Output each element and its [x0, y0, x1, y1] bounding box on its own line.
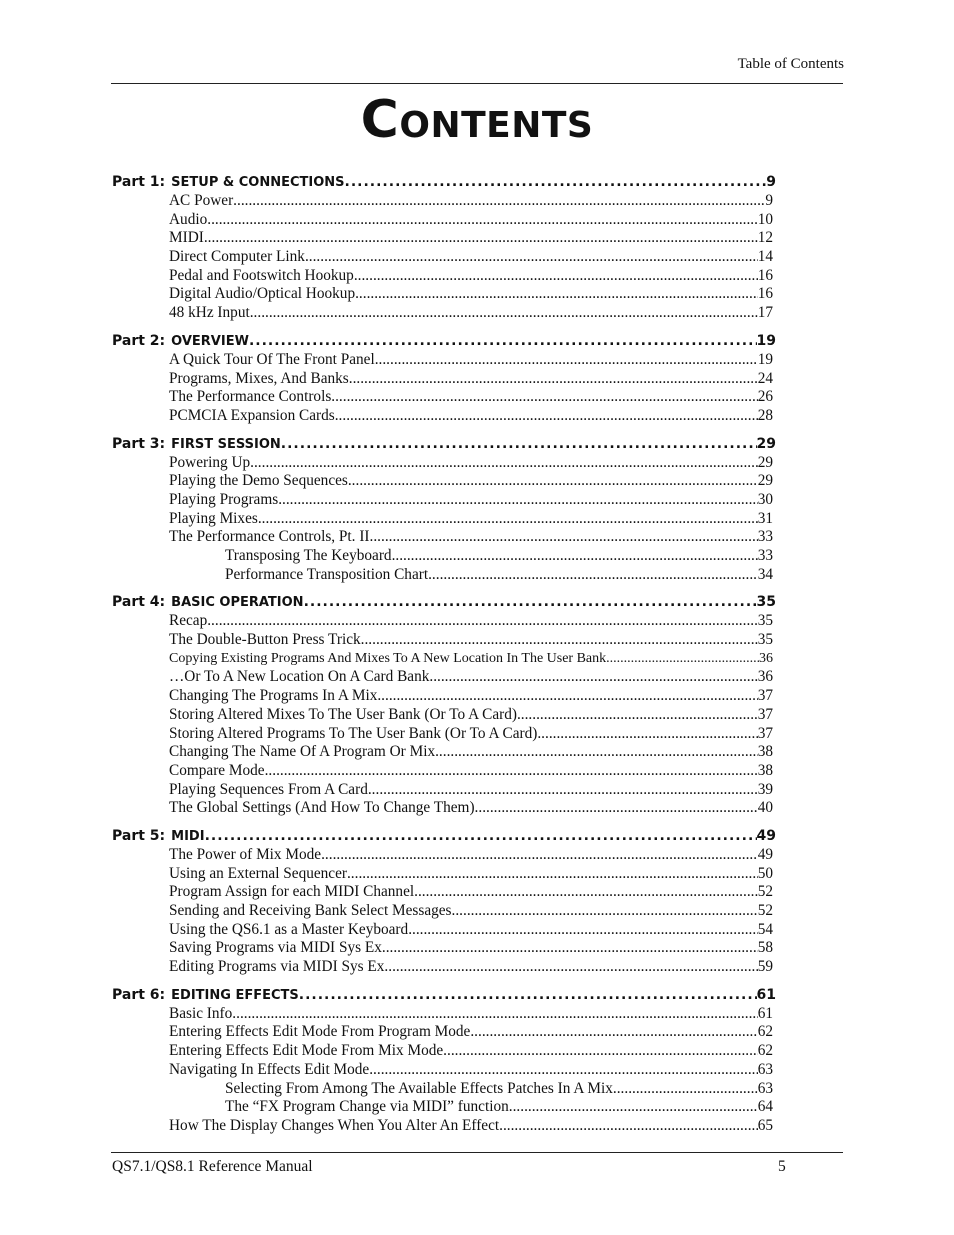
toc-part: [112, 331, 792, 426]
toc-part: [112, 434, 792, 585]
entry-page-number: 30: [757, 490, 773, 508]
part-title: OVERVIEW: [171, 333, 249, 349]
toc-entry[interactable]: [169, 192, 773, 211]
entry-title: Editing Programs via MIDI Sys Ex: [169, 958, 385, 976]
dot-leader: [499, 1117, 758, 1136]
entry-title: Compare Mode: [169, 761, 265, 779]
entry-title: PCMCIA Expansion Cards: [169, 406, 335, 424]
dot-leader: [250, 454, 758, 473]
entry-title: Sending and Receiving Bank Select Messages: [169, 902, 452, 919]
entry-page-number: 64: [757, 1098, 773, 1116]
entry-page-number: 9: [765, 192, 773, 209]
dot-leader: [204, 229, 758, 248]
dot-leader: [392, 547, 758, 566]
entry-page-number: 26: [757, 388, 773, 406]
toc-entry[interactable]: [169, 902, 773, 921]
toc-entry[interactable]: [169, 865, 773, 884]
entry-page-number: 52: [757, 902, 773, 919]
entry-page-number: 40: [757, 799, 773, 817]
entry-page-number: 65: [757, 1116, 773, 1134]
toc-entry[interactable]: [169, 668, 773, 687]
toc-entry[interactable]: [169, 211, 773, 230]
toc-part: [112, 592, 792, 818]
entry-page-number: 10: [757, 210, 773, 228]
entry-page-number: 59: [757, 958, 773, 976]
entry-title: A Quick Tour Of The Front Panel: [169, 350, 375, 368]
entry-page-number: 19: [757, 350, 773, 368]
entry-page-number: 17: [757, 304, 773, 322]
header-rule: [111, 83, 843, 84]
entry-title: Direct Computer Link: [169, 248, 305, 266]
dot-leader: [408, 921, 758, 940]
entry-page-number: 63: [757, 1060, 773, 1078]
part-title: SETUP & CONNECTIONS: [171, 175, 345, 190]
entry-title: Audio: [169, 210, 208, 228]
toc-entry[interactable]: [169, 528, 773, 547]
entry-title: MIDI: [169, 229, 204, 247]
toc-entry[interactable]: [169, 743, 773, 762]
entry-page-number: 62: [757, 1042, 773, 1060]
dot-leader: [475, 799, 758, 818]
dot-leader: [278, 491, 758, 510]
toc-entry[interactable]: [169, 1117, 773, 1136]
dot-leader: [428, 566, 758, 585]
toc-entry[interactable]: [169, 799, 773, 818]
part-page-number: 29: [756, 435, 776, 452]
entry-title: Playing Programs: [169, 490, 279, 508]
toc-part-heading[interactable]: [112, 592, 776, 612]
entry-title: Entering Effects Edit Mode From Program Mode: [169, 1023, 471, 1041]
table-of-contents: [112, 172, 792, 1144]
dot-leader: [361, 631, 758, 650]
entry-page-number: 37: [757, 724, 773, 742]
toc-entry[interactable]: [169, 248, 773, 267]
dot-leader: [348, 472, 758, 491]
part-title: EDITING EFFECTS: [171, 987, 299, 1003]
dot-leader: [509, 1098, 758, 1117]
dot-leader: [606, 650, 759, 669]
entry-title: 48 kHz Input: [169, 304, 250, 322]
toc-entry[interactable]: [169, 781, 773, 800]
running-head: Table of Contents: [737, 56, 844, 72]
entry-page-number: 31: [757, 509, 773, 527]
dot-leader: [207, 612, 757, 631]
toc-part-heading[interactable]: [112, 172, 776, 192]
toc-entry[interactable]: [169, 229, 773, 248]
entry-page-number: 58: [757, 939, 773, 957]
toc-entry[interactable]: [169, 407, 773, 426]
entry-title: Playing Sequences From A Card: [169, 780, 368, 798]
part-page-number: 35: [756, 594, 776, 611]
entry-page-number: 29: [757, 453, 773, 471]
footer-page-number: 5: [778, 1158, 786, 1175]
dot-leader: [335, 407, 758, 426]
dot-leader: [207, 211, 757, 230]
entry-page-number: 16: [757, 285, 773, 303]
toc-entry[interactable]: [169, 650, 773, 669]
entry-title: The “FX Program Change via MIDI” function: [225, 1098, 509, 1116]
footer-rule: [111, 1152, 843, 1153]
dot-leader: [443, 1042, 758, 1061]
toc-part-heading[interactable]: [112, 826, 776, 846]
dot-leader: [368, 781, 758, 800]
entry-page-number: 35: [757, 631, 773, 649]
dot-leader: [429, 668, 757, 687]
toc-part-heading[interactable]: [112, 985, 776, 1005]
entry-title: Using the QS6.1 as a Master Keyboard: [169, 920, 409, 938]
dot-leader: [233, 192, 765, 211]
entry-title: How The Display Changes When You Alter An Effect: [169, 1116, 500, 1134]
entry-title: The Performance Controls: [169, 388, 332, 406]
toc-entry[interactable]: [169, 370, 773, 389]
part-label: Part 5:: [112, 827, 166, 844]
entry-title: Copying Existing Programs And Mixes To A New Location In The User Bank: [169, 650, 607, 666]
entry-page-number: 34: [757, 565, 773, 583]
entry-title: Digital Audio/Optical Hookup: [169, 285, 356, 303]
entry-title: Navigating In Effects Edit Mode: [169, 1060, 370, 1078]
page-title: Contents: [360, 90, 594, 150]
dot-leader: [349, 370, 758, 389]
dot-leader: [281, 434, 757, 454]
entry-title: Pedal and Footswitch Hookup: [169, 266, 354, 284]
entry-title: The Double-Button Press Trick: [169, 631, 361, 649]
toc-entry[interactable]: [169, 285, 773, 304]
part-title: MIDI: [171, 828, 205, 844]
entry-title: The Global Settings (And How To Change Them): [169, 799, 475, 817]
entry-page-number: 33: [757, 547, 773, 564]
dot-leader: [258, 510, 758, 529]
entry-title: Powering Up: [169, 453, 251, 471]
dot-leader: [452, 902, 758, 921]
dot-leader: [435, 743, 758, 762]
entry-page-number: 16: [757, 266, 773, 284]
toc-entry[interactable]: [169, 351, 773, 370]
toc-subentry[interactable]: [225, 566, 773, 585]
dot-leader: [321, 846, 758, 865]
toc-entry[interactable]: [169, 1005, 773, 1024]
entry-title: Entering Effects Edit Mode From Mix Mode: [169, 1042, 444, 1060]
entry-page-number: 62: [757, 1023, 773, 1041]
entry-page-number: 37: [757, 687, 773, 705]
entry-title: Performance Transposition Chart: [225, 565, 429, 583]
entry-page-number: 61: [757, 1004, 773, 1022]
toc-entry[interactable]: [169, 921, 773, 940]
dot-leader: [265, 762, 758, 781]
dot-leader: [382, 939, 758, 958]
toc-subentry[interactable]: [225, 1098, 773, 1117]
part-label: Part 3:: [112, 435, 166, 452]
dot-leader: [331, 388, 757, 407]
entry-title: Selecting From Among The Available Effects Patches In A Mix: [225, 1079, 613, 1097]
dot-leader: [517, 706, 758, 725]
entry-title: The Performance Controls, Pt. II: [169, 528, 370, 546]
entry-page-number: 35: [757, 612, 773, 630]
toc-entry[interactable]: [169, 725, 773, 744]
entry-page-number: 63: [757, 1079, 773, 1097]
dot-leader: [205, 826, 757, 846]
entry-page-number: 28: [757, 406, 773, 424]
dot-leader: [354, 267, 758, 286]
toc-entry[interactable]: [169, 267, 773, 286]
part-label: Part 6:: [112, 986, 166, 1003]
entry-page-number: 24: [757, 369, 773, 387]
entry-title: Playing Mixes: [169, 509, 258, 527]
entry-title: Recap: [169, 612, 208, 630]
entry-page-number: 38: [757, 761, 773, 779]
entry-page-number: 36: [759, 650, 773, 666]
toc-entry[interactable]: [169, 939, 773, 958]
dot-leader: [250, 304, 758, 323]
entry-page-number: 52: [757, 883, 773, 901]
dot-leader: [299, 985, 757, 1005]
toc-entry[interactable]: [169, 612, 773, 631]
entry-title: Programs, Mixes, And Banks: [169, 369, 349, 387]
entry-title: Storing Altered Programs To The User Bank (Or To A Card): [169, 724, 538, 742]
part-page-number: 9: [766, 174, 776, 190]
toc-part-heading[interactable]: [112, 331, 776, 351]
toc-part-heading[interactable]: [112, 434, 776, 454]
part-page-number: 49: [756, 827, 776, 844]
entry-title: Storing Altered Mixes To The User Bank (Or To A Card): [169, 705, 517, 723]
toc-entry[interactable]: [169, 958, 773, 977]
entry-page-number: 39: [757, 780, 773, 798]
entry-page-number: 14: [757, 248, 773, 266]
entry-title: Changing The Programs In A Mix: [169, 687, 378, 705]
entry-page-number: 36: [757, 668, 773, 686]
toc-entry[interactable]: [169, 762, 773, 781]
entry-page-number: 54: [757, 920, 773, 938]
entry-title: Transposing The Keyboard: [225, 547, 392, 564]
toc-entry[interactable]: [169, 1023, 773, 1042]
toc-entry[interactable]: [169, 1061, 773, 1080]
dot-leader: [370, 528, 758, 547]
toc-entry[interactable]: [169, 846, 773, 865]
entry-title: Playing the Demo Sequences: [169, 472, 348, 490]
entry-title: Using an External Sequencer: [169, 864, 347, 882]
dot-leader: [537, 725, 757, 744]
toc-subentry[interactable]: [225, 1080, 773, 1099]
entry-page-number: 49: [757, 845, 773, 863]
toc-part: [112, 826, 792, 977]
dot-leader: [613, 1080, 758, 1099]
toc-entry[interactable]: [169, 631, 773, 650]
entry-title: …Or To A New Location On A Card Bank: [169, 668, 430, 686]
dot-leader: [249, 331, 757, 351]
dot-leader: [347, 865, 758, 884]
entry-page-number: 50: [757, 864, 773, 882]
dot-leader: [355, 285, 758, 304]
toc-entry[interactable]: [169, 388, 773, 407]
part-label: Part 1:: [112, 174, 166, 190]
dot-leader: [345, 172, 767, 192]
part-title: BASIC OPERATION: [171, 595, 304, 611]
toc-entry[interactable]: [169, 510, 773, 529]
part-page-number: 61: [756, 986, 776, 1003]
dot-leader: [384, 958, 757, 977]
entry-title: Changing The Name Of A Program Or Mix: [169, 743, 436, 761]
part-page-number: 19: [756, 332, 776, 349]
entry-title: AC Power: [169, 192, 234, 209]
dot-leader: [232, 1005, 757, 1024]
entry-page-number: 12: [757, 229, 773, 247]
dot-leader: [377, 687, 757, 706]
dot-leader: [470, 1023, 757, 1042]
toc-part: [112, 172, 792, 323]
entry-title: Saving Programs via MIDI Sys Ex: [169, 939, 382, 957]
dot-leader: [305, 248, 758, 267]
toc-entry[interactable]: [169, 454, 773, 473]
toc-entry[interactable]: [169, 687, 773, 706]
part-title: FIRST SESSION: [171, 436, 281, 452]
toc-part: [112, 985, 792, 1136]
footer-manual-title: QS7.1/QS8.1 Reference Manual: [112, 1158, 313, 1175]
dot-leader: [414, 883, 758, 902]
toc-entry[interactable]: [169, 883, 773, 902]
toc-entry[interactable]: [169, 491, 773, 510]
entry-page-number: 29: [757, 472, 773, 490]
dot-leader: [304, 592, 757, 612]
entry-page-number: 38: [757, 743, 773, 761]
toc-entry[interactable]: [169, 1042, 773, 1061]
part-label: Part 2:: [112, 332, 166, 349]
toc-entry[interactable]: [169, 706, 773, 725]
entry-page-number: 37: [757, 705, 773, 723]
toc-subentry[interactable]: [225, 547, 773, 566]
dot-leader: [369, 1061, 757, 1080]
toc-entry[interactable]: [169, 304, 773, 323]
toc-entry[interactable]: [169, 472, 773, 491]
entry-title: The Power of Mix Mode: [169, 845, 322, 863]
entry-title: Program Assign for each MIDI Channel: [169, 883, 415, 901]
dot-leader: [375, 351, 758, 370]
entry-page-number: 33: [757, 528, 773, 546]
part-label: Part 4:: [112, 594, 166, 611]
entry-title: Basic Info: [169, 1004, 233, 1022]
